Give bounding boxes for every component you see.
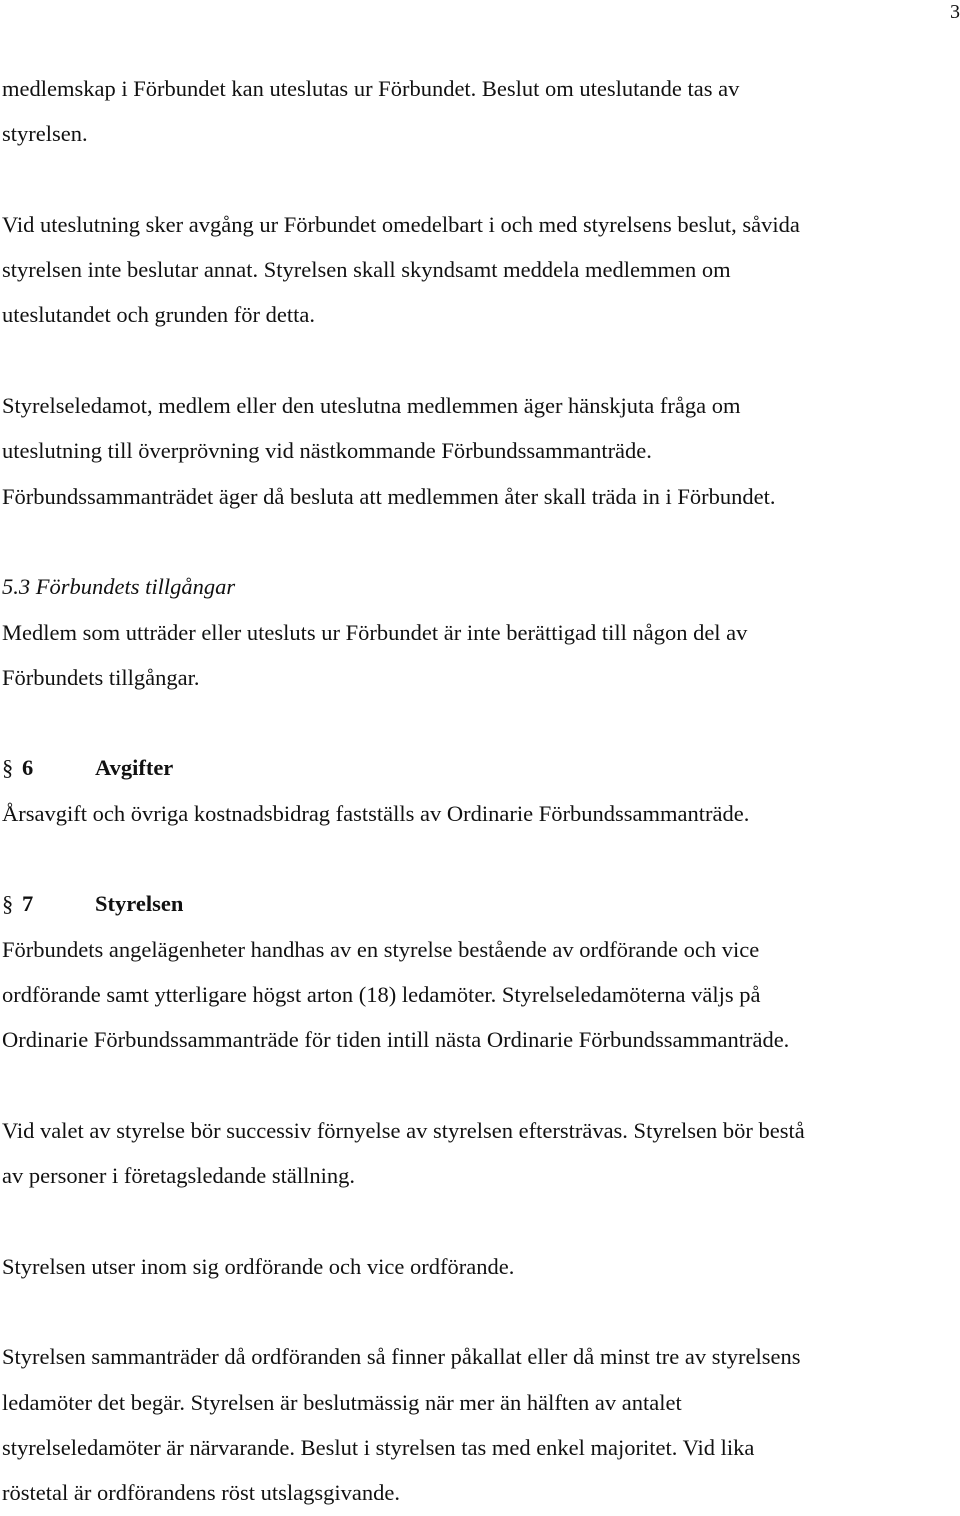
text-line: Förbundets angelägenheter handhas av en styrelse bestående av ordförande och vice [2,936,760,962]
section-mark: § [2,891,14,917]
text-line: Vid uteslutning sker avgång ur Förbundet omedelbart i och med styrelsens beslut, såvida [2,211,800,237]
text-line: röstetal är ordförandens röst utslagsgivande. [2,1480,401,1506]
paragraph-spacer [2,338,952,383]
subsection-heading-5-3: 5.3 Förbundets tillgångar [2,574,236,600]
section-mark: § [2,755,14,781]
paragraph-chair-election [2,1244,952,1289]
text-line: styrelsen. [2,121,88,147]
section-heading-7 [2,881,952,926]
paragraph-fees [2,791,952,836]
text-line: Förbundets tillgångar. [2,664,200,690]
paragraph-board-composition [2,927,952,1063]
paragraph-assets [2,610,952,701]
text-line: styrelsen inte beslutar annat. Styrelsen skall skyndsamt meddela medlemmen om [2,257,731,283]
text-line: uteslutning till överprövning vid nästkommande Förbundssammanträde. [2,438,652,464]
paragraph-board-meetings [2,1334,952,1515]
section-number: 7 [22,891,34,917]
text-line: Medlem som utträder eller utesluts ur Förbundet är inte berättigad till någon del av [2,619,748,645]
section-title: Styrelsen [95,891,184,917]
text-line: Styrelsen utser inom sig ordförande och vice ordförande. [2,1253,515,1279]
paragraph-spacer [2,157,952,202]
text-line: styrelseledamöter är närvarande. Beslut i styrelsen tas med enkel majoritet. Vid lika [2,1434,755,1460]
text-line: ledamöter det begär. Styrelsen är beslutmässig när mer än hälften av antalet [2,1389,682,1415]
paragraph-membership-exclusion [2,66,952,157]
paragraph-spacer [2,1198,952,1243]
paragraph-spacer [2,700,952,745]
page-number: 3 [950,1,960,23]
text-line: Styrelsen sammanträder då ordföranden så finner påkallat eller då minst tre av styrelsens [2,1344,801,1370]
paragraph-appeal [2,383,952,519]
text-line: uteslutandet och grunden för detta. [2,302,316,328]
paragraph-exclusion-effect [2,202,952,338]
section-title: Avgifter [95,755,174,781]
text-line: medlemskap i Förbundet kan uteslutas ur Förbundet. Beslut om uteslutande tas av [2,76,740,101]
text-line: Styrelseledamot, medlem eller den uteslutna medlemmen äger hänskjuta fråga om [2,393,741,419]
paragraph-board-renewal [2,1108,952,1199]
section-heading-6 [2,745,952,790]
text-line: av personer i företagsledande ställning. [2,1163,356,1189]
paragraph-spacer [2,1289,952,1334]
paragraph-spacer [2,836,952,881]
paragraph-spacer [2,1063,952,1108]
section-number: 6 [22,755,34,781]
paragraph-spacer [2,519,952,564]
text-line: Ordinarie Förbundssammanträde för tiden intill nästa Ordinarie Förbundssammanträde. [2,1027,790,1053]
document-body [2,66,952,1516]
text-line: ordförande samt ytterligare högst arton (18) ledamöter. Styrelseledamöterna väljs på [2,981,761,1007]
text-line: Vid valet av styrelse bör successiv förnyelse av styrelsen eftersträvas. Styrelsen bör bestå [2,1117,805,1143]
text-line: Årsavgift och övriga kostnadsbidrag fastställs av Ordinarie Förbundssammanträde. [2,800,750,826]
text-line: Förbundssammanträdet äger då besluta att medlemmen åter skall träda in i Förbundet. [2,483,776,509]
